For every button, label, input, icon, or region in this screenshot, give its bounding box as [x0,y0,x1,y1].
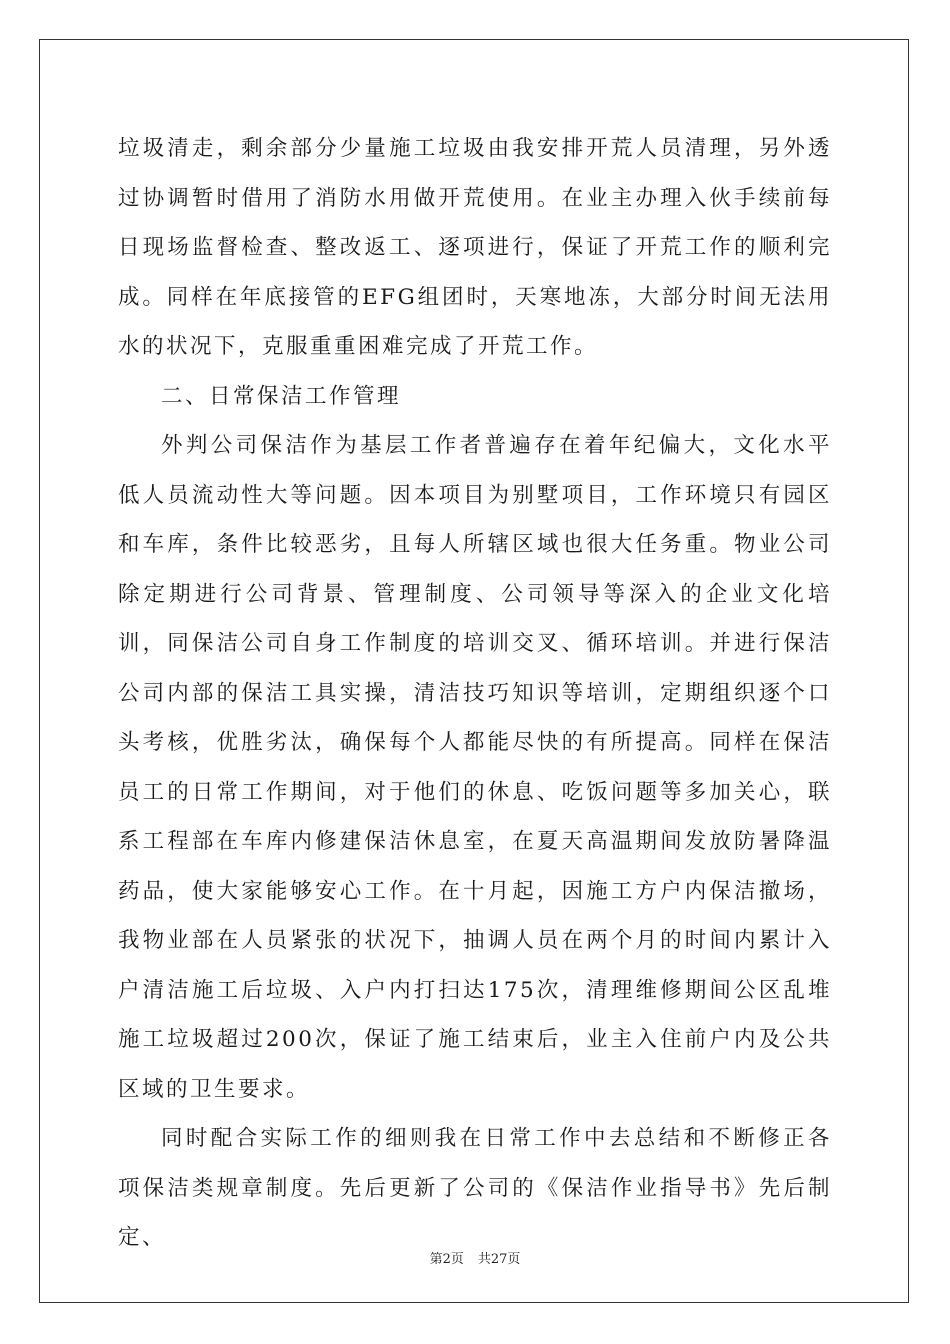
page-total: 共27页 [477,1252,521,1267]
page-number: 第2页 [429,1252,464,1267]
paragraph-1: 垃圾清走，剩余部分少量施工垃圾由我安排开荒人员清理，另外透过协调暂时借用了消防水用做开荒使用。在业主办理入伙手续前每日现场监督检查、整改返工、逐项进行，保证了开荒工作的顺利完成。同样在年底接管的EFG组团时，天寒地冻，大部分时间无法用水的状况下，克服重重困难完成了开荒工作。 [118,136,832,359]
document-body [118,124,832,1263]
page-footer [0,1248,950,1267]
section-heading: 二、日常保洁工作管理 [161,383,402,409]
paragraph-3: 同时配合实际工作的细则我在日常工作中去总结和不断修正各项保洁类规章制度。先后更新了公司的《保洁作业指导书》先后制定、 [118,1126,832,1250]
paragraph-2: 外判公司保洁作为基层工作者普遍存在着年纪偏大，文化水平低人员流动性大等问题。因本项目为别墅项目，工作环境只有园区和车库，条件比较恶劣，且每人所辖区域也很大任务重。物业公司除定期进行公司背景、管理制度、公司领导等深入的企业文化培训，同保洁公司自身工作制度的培训交叉、循环培训。并进行保洁公司内部的保洁工具实操，清洁技巧知识等培训，定期组织逐个口头考核，优胜劣汰，确保每个人都能尽快的有所提高。同样在保洁员工的日常工作期间，对于他们的休息、吃饭问题等多加关心，联系工程部在车库内修建保洁休息室，在夏天高温期间发放防暑降温药品，使大家能够安心工作。在十月起，因施工方户内保洁撤场，我物业部在人员紧张的状况下，抽调人员在两个月的时间内累计入户清洁施工后垃圾、入户内打扫达175次，清理维修期间公区乱堆施工垃圾超过200次，保证了施工结束后，业主入住前户内及公共区域的卫生要求。 [118,433,832,1102]
